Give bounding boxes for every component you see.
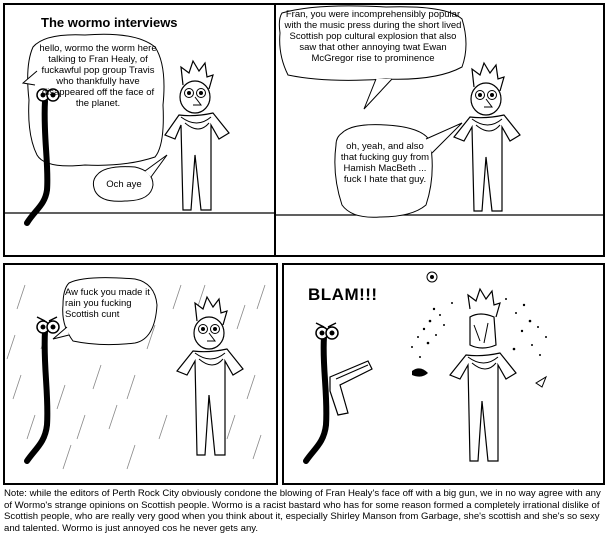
- panel-3-wormo-speech: Aw fuck you made it rain you fucking Scottish cunt: [65, 287, 150, 320]
- panel-1: [3, 3, 276, 257]
- panel-2: [274, 3, 605, 257]
- editor-footnote: Note: while the editors of Perth Rock City obviously condone the blowing of Fran Healy's face off with a big gun, we in no way agree with any of Wormo's strange opinions on Scottish people. Wormo is a racist bastard who has for some reason formed a completely irrational dislike of Scottish people, who are really very good when you think about it, especially Shirley Manson from Garbage, she's scottish and she's so sexy and talented. Wormo is just annoyed cos he never gets any.: [4, 488, 601, 534]
- panel-1-wormo-speech: hello, wormo the worm here talking to Fran Healy, of fuckawful pop group Travis who thankfully have disappeared off the face of the planet.: [39, 43, 157, 109]
- blam-sound-effect: BLAM!!!: [308, 285, 378, 304]
- panel-1-fran-speech: Och aye: [106, 179, 142, 190]
- panel-2-wormo-speech: Fran, you were incomprehensibly popular with the music press during the short lived Scottish pop cultural explosion that also saw that other annoying twat Ewan McGregor rise to prominence: [284, 9, 462, 64]
- panel-4: [282, 263, 605, 485]
- panel-3: [3, 263, 278, 485]
- panel-2-fran-speech: oh, yeah, and also that fucking guy from Hamish MacBeth ... fuck I hate that guy.: [340, 141, 430, 185]
- comic-title: The wormo interviews: [41, 15, 178, 30]
